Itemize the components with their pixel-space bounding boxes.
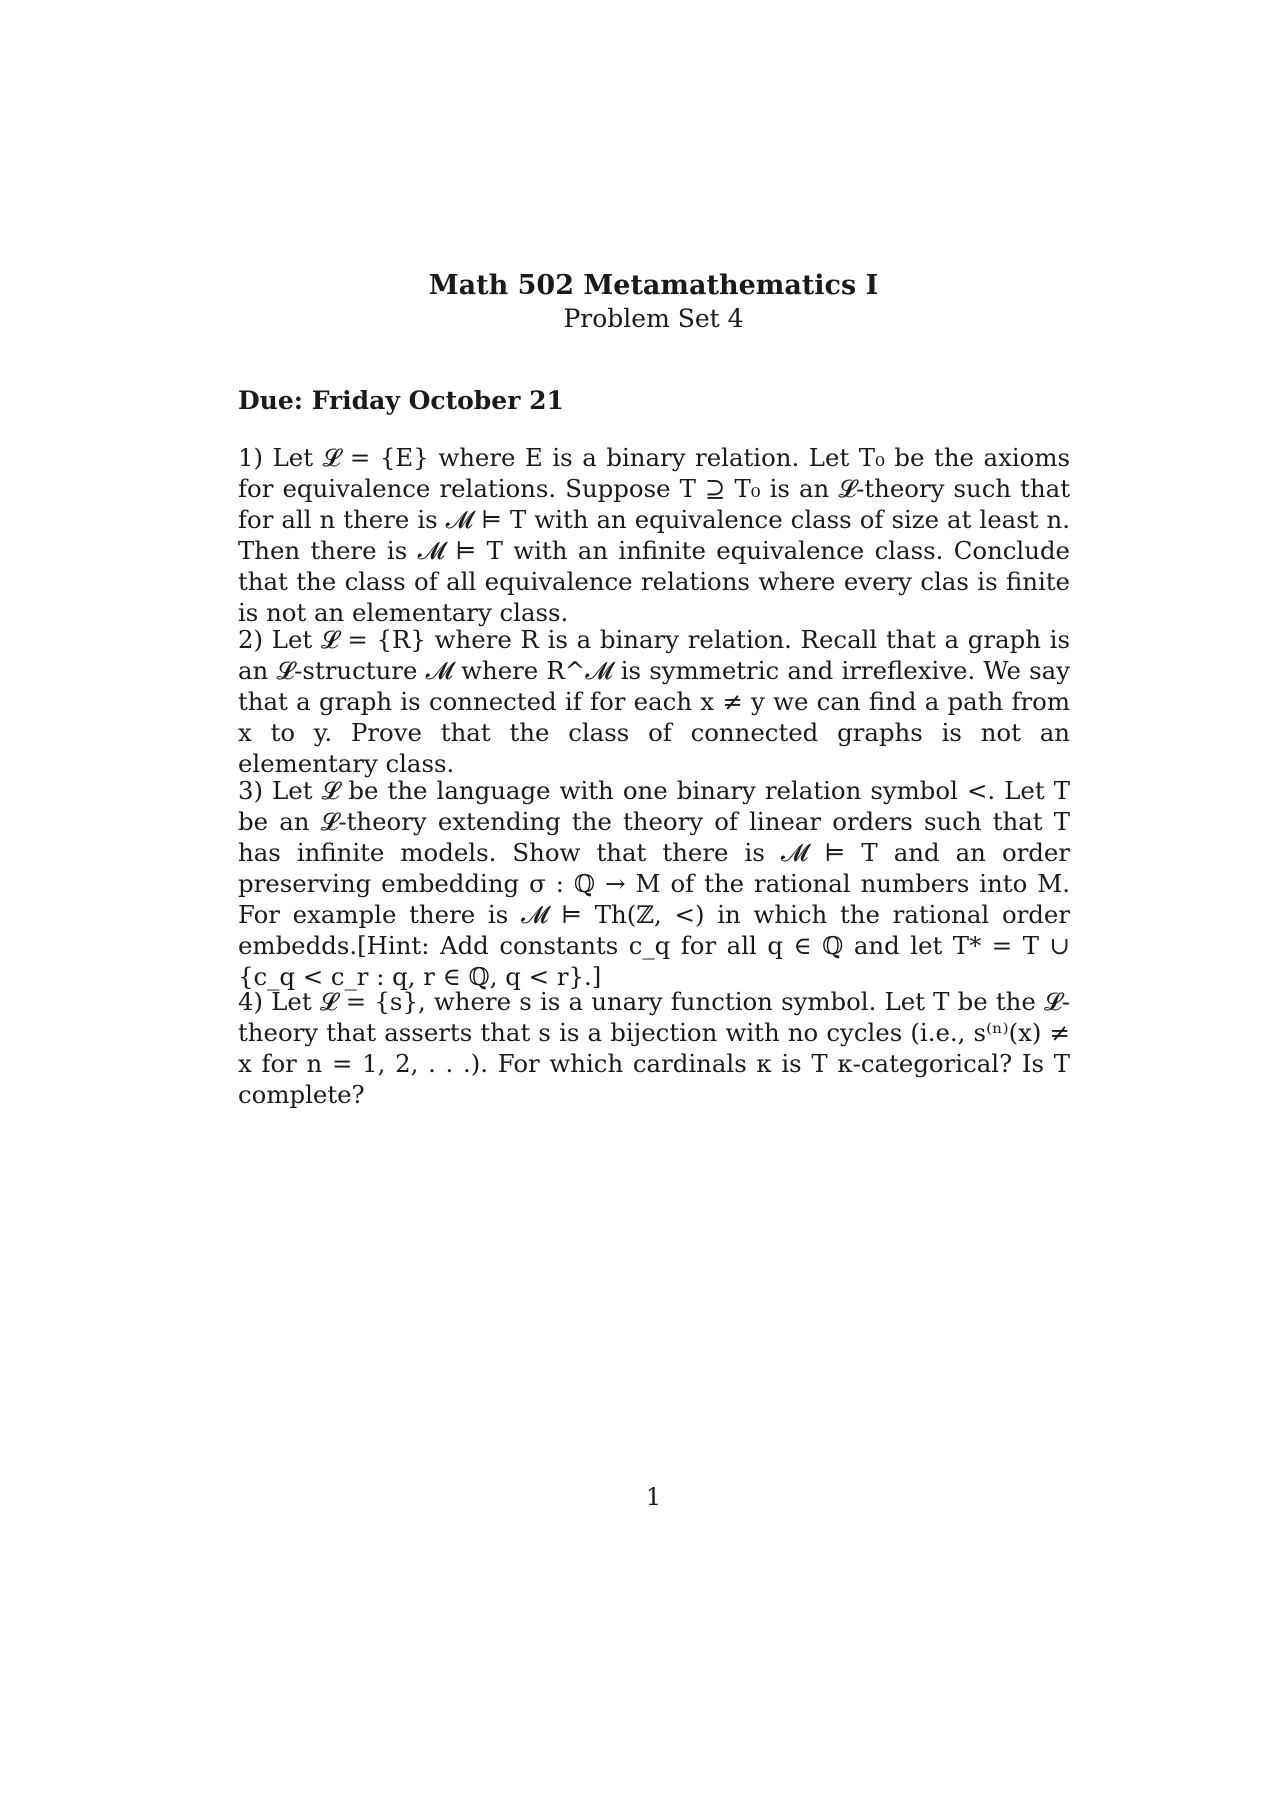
problem-1: 1) Let 𝓛 = {E} where E is a binary relation. Let T₀ be the axioms for equivalence relations. Suppose T ⊇ T₀ is an 𝓛-theory such that for all n there is 𝓜 ⊨ T with an equivalence class of size at least n. Then there is 𝓜 ⊨ T with an infinite equivalence class. Conclude that the class of all equivalence relations where every clas is finite is not an elementary class. (238, 443, 1070, 627)
document-subtitle: Problem Set 4 (563, 304, 744, 333)
problem-2: 2) Let 𝓛 = {R} where R is a binary relation. Recall that a graph is an 𝓛-structure 𝓜 where R^𝓜 is symmetric and irreflexive. We say that a graph is connected if for each x ≠ y we can find a path from x to y. Prove that the class of connected graphs is not an elementary class. (238, 625, 1070, 778)
document-title: Math 502 Metamathematics I (428, 270, 879, 301)
due-date: Due: Friday October 21 (238, 386, 564, 415)
page-number: 1 (645, 1483, 662, 1511)
title-block (0, 268, 1280, 334)
problem-3: 3) Let 𝓛 be the language with one binary relation symbol <. Let T be an 𝓛-theory extending the theory of linear orders such that T has infinite models. Show that there is 𝓜 ⊨ T and an order preserving embedding σ : ℚ → M of the rational numbers into M. For example there is 𝓜 ⊨ Th(ℤ, <) in which the rational order embedds.[Hint: Add constants c_q for all q ∈ ℚ and let T* = T ∪ {c_q < c_r : q, r ∈ ℚ, q < r}.] (238, 776, 1070, 991)
problem-4: 4) Let 𝓛 = {s}, where s is a unary function symbol. Let T be the 𝓛-theory that asserts that s is a bijection with no cycles (i.e., s⁽ⁿ⁾(x) ≠ x for n = 1, 2, . . .). For which cardinals κ is T κ-categorical? Is T complete? (238, 987, 1070, 1109)
